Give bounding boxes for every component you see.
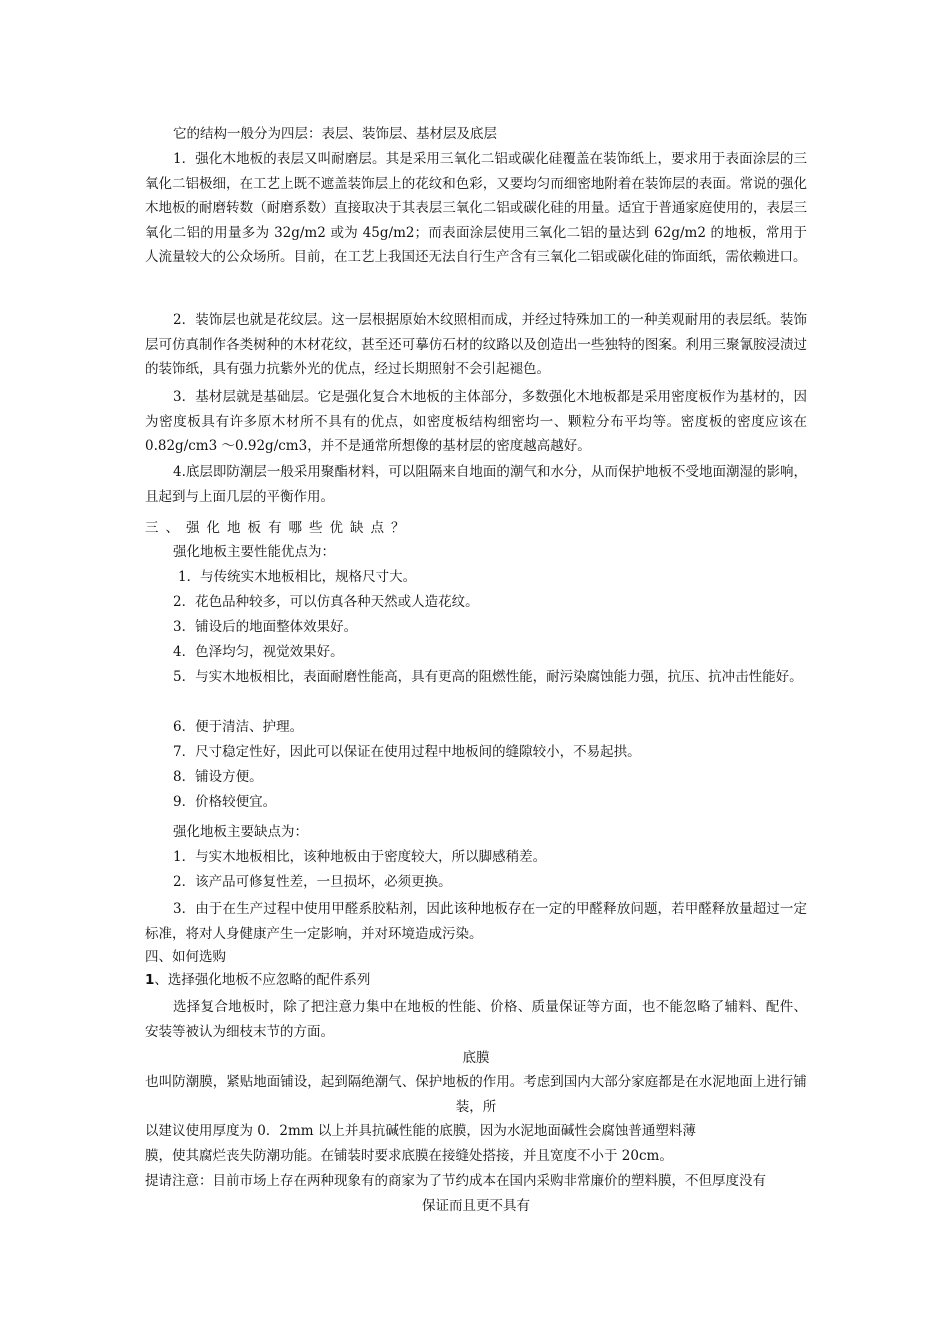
pros-item-9: 9．价格较便宜。 bbox=[173, 794, 277, 810]
section3-heading: 三、强化地板有哪些优缺点？ bbox=[145, 520, 412, 536]
underlay-line-2: 以建议使用厚度为 0．2mm 以上并具抗碱性能的底膜，因为水泥地面碱性会腐蚀普通塑料薄 bbox=[145, 1123, 696, 1139]
pros-item-8: 8．铺设方便。 bbox=[173, 769, 263, 785]
cons-item-1: 1．与实木地板相比，该种地板由于密度较大，所以脚感稍差。 bbox=[173, 849, 547, 865]
underlay-title: 底膜 bbox=[462, 1050, 490, 1066]
pros-intro: 强化地板主要性能优点为： bbox=[173, 544, 335, 560]
cons-item-2: 2．该产品可修复性差，一旦损坏，必须更换。 bbox=[173, 874, 452, 890]
cons-intro: 强化地板主要缺点为： bbox=[173, 824, 308, 840]
pros-item-2: 2．花色品种较多，可以仿真各种天然或人造花纹。 bbox=[173, 594, 479, 610]
layer3-paragraph: 3．基材层就是基础层。它是强化复合木地板的主体部分，多数强化木地板都是采用密度板作为基材的，因为密度板具有许多原木材所不具有的优点，如密度板结构细密均一、颗粒分布平均等。密度板的密度应该在 0.82g/cm3 ～0.92g/cm3，并不是通常所想像的基材层的密度越高越好。 bbox=[145, 389, 807, 454]
section4-sub1 bbox=[145, 968, 807, 993]
pros-item-5: 5．与实木地板相比，表面耐磨性能高，具有更高的阻燃性能，耐污染腐蚀能力强，抗压、抗冲击性能好。 bbox=[173, 669, 803, 685]
selection-paragraph: 选择复合地板时，除了把注意力集中在地板的性能、价格、质量保证等方面，也不能忽略了辅料、配件、安装等被认为细枝末节的方面。 bbox=[145, 999, 807, 1040]
section4-sub1-text: 、选择强化地板不应忽略的配件系列 bbox=[154, 972, 371, 988]
pros-item-4: 4．色泽均匀，视觉效果好。 bbox=[173, 644, 344, 660]
underlay-line-3: 膜，使其腐烂丧失防潮功能。在铺装时要求底膜在接缝处搭接，并且宽度不小于 20cm。 bbox=[145, 1148, 673, 1164]
structure-intro: 它的结构一般分为四层：表层、装饰层、基材层及底层 bbox=[173, 126, 497, 142]
pros-item-3: 3．铺设后的地面整体效果好。 bbox=[173, 619, 358, 635]
pros-item-6: 6．便于清洁、护理。 bbox=[173, 719, 304, 735]
layer1-paragraph: 1．强化木地板的表层又叫耐磨层。其是采用三氧化二铝或碳化硅覆盖在装饰纸上，要求用于表面涂层的三氧化二铝极细，在工艺上既不遮盖装饰层上的花纹和色彩，又要均匀而细密地附着在装饰层的表面。常说的强化木地板的耐磨转数（耐磨系数）直接取决于其表层三氧化二铝或碳化硅的用量。适宜于普通家庭使用的，表层三氧化二铝的用量多为 32g/m2 或为 45g/m2；而表面涂层使用三氧化二铝的量达到 62g/m2 的地板，常用于人流量较大的公众场所。目前，在工艺上我国还无法自行生产含有三氧化二铝或碳化硅的饰面纸，需依赖进口。 bbox=[145, 151, 807, 265]
underlay-line-1: 也叫防潮膜，紧贴地面铺设，起到隔绝潮气、保护地板的作用。考虑到国内大部分家庭都是在水泥地面上进行铺装，所 bbox=[145, 1074, 807, 1115]
section4-sub1-number: 1 bbox=[145, 972, 155, 988]
pros-item-1: 1．与传统实木地板相比，规格尺寸大。 bbox=[178, 569, 417, 585]
cons-item-3: 3．由于在生产过程中使用甲醛系胶粘剂，因此该种地板存在一定的甲醛释放问题，若甲醛释放量超过一定标准，将对人身健康产生一定影响，并对环境造成污染。 bbox=[145, 901, 807, 942]
layer4-paragraph: 4.底层即防潮层一般采用聚酯材料，可以阻隔来自地面的潮气和水分，从而保护地板不受地面潮湿的影响，且起到与上面几层的平衡作用。 bbox=[145, 464, 807, 505]
notice-line-2: 保证而且更不具有 bbox=[422, 1198, 530, 1214]
section4-heading: 四、如何选购 bbox=[145, 949, 226, 965]
layer2-paragraph: 2．装饰层也就是花纹层。这一层根据原始木纹照相而成，并经过特殊加工的一种美观耐用的表层纸。装饰层可仿真制作各类树种的木材花纹，甚至还可摹仿石材的纹路以及创造出一些独特的图案。利用三聚氰胺浸渍过的装饰纸，具有强力抗紫外光的优点，经过长期照射不会引起褪色。 bbox=[145, 312, 807, 377]
notice-line-1: 提请注意：目前市场上存在两种现象有的商家为了节约成本在国内采购非常廉价的塑料膜，不但厚度没有 bbox=[145, 1173, 766, 1189]
pros-item-7: 7．尺寸稳定性好，因此可以保证在使用过程中地板间的缝隙较小，不易起拱。 bbox=[173, 744, 641, 760]
